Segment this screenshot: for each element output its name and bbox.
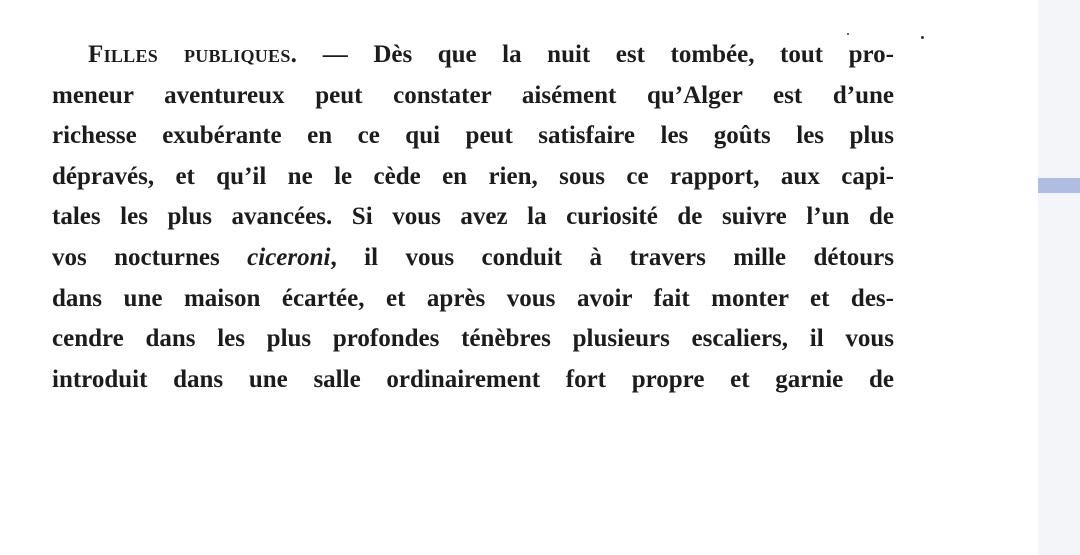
italic-word: ciceroni [247, 243, 331, 271]
text-line [52, 40, 894, 81]
line-text: , il vous conduit à travers mille détours [330, 243, 894, 271]
text-line: dépravés, et qu’il ne le cède en rien, sous ce rapport, aux capi- [52, 162, 894, 190]
text-line: richesse exubérante en ce qui peut satisfaire les goûts les plus [52, 122, 894, 150]
line-text: — Dès que la nuit est tombée, tout pro- [297, 41, 894, 68]
side-panel-strip [1038, 0, 1080, 555]
text-line: cendre dans les plus profondes ténèbres plusieurs escaliers, il vous [52, 325, 894, 353]
ink-speck [921, 36, 924, 39]
text-line: tales les plus avancées. Si vous avez la curiosité de suivre l’un de [52, 203, 894, 231]
ink-speck [847, 33, 849, 35]
text-line: dans une maison écartée, et après vous avoir fait monter et des- [52, 284, 894, 312]
section-heading: Filles publiques. [88, 41, 298, 68]
side-marker [1038, 178, 1080, 193]
line-text: vos nocturnes [52, 243, 248, 271]
text-line: introduit dans une salle ordinairement fort propre et garnie de [52, 365, 894, 393]
text-line [52, 243, 894, 284]
text-line: meneur aventureux peut constater aisément qu’Alger est d’une [52, 81, 894, 109]
paragraph [52, 40, 894, 405]
